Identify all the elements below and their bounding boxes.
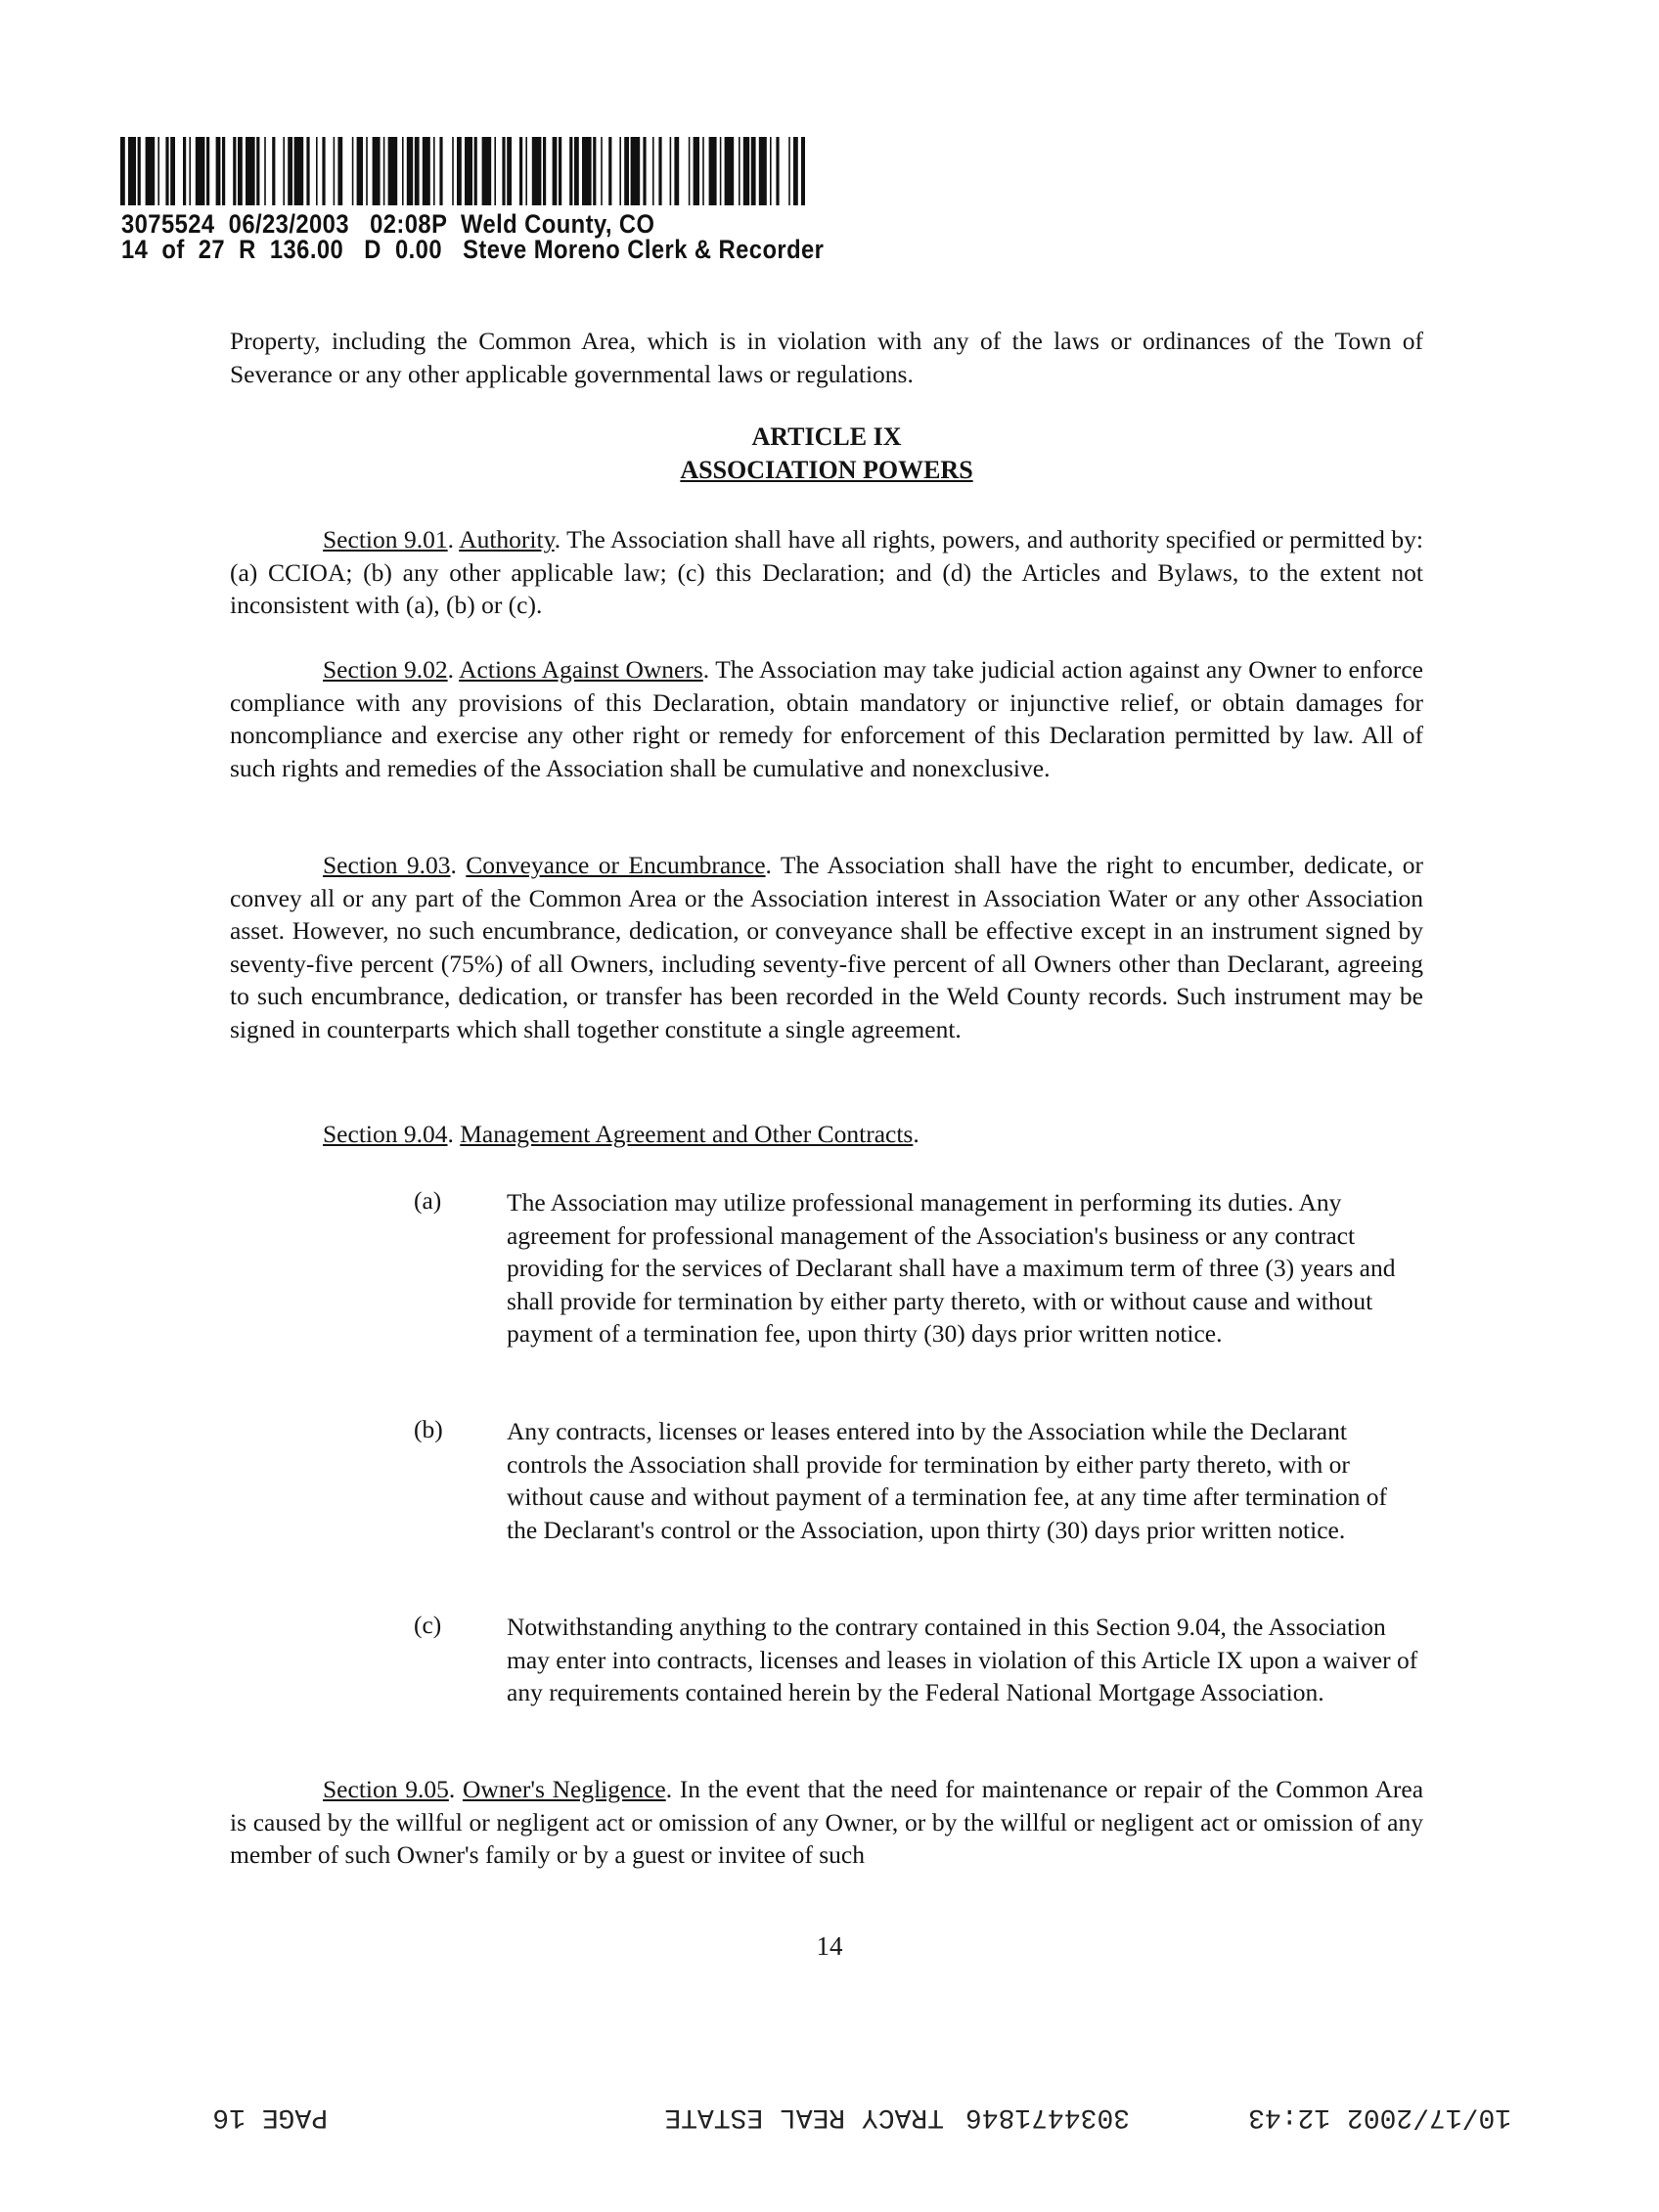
subsection-text-c: Notwithstanding anything to the contrary contained in this Section 9.04, the Association may enter into contracts, licenses and leases in violation of this Article IX upon a waiver of any requirements contained herein by the Federal National Mortgage Association. [507,1613,1418,1706]
fax-page: PAGE 16 [212,2101,328,2132]
section-body: In the event that the need for maintenance or repair of the Common Area is caused by the willful or negligent act or omission of any Owner, or by the willful or negligent act or omission of any member of such Owner's family or by a guest or invitee of such [230,1775,1424,1869]
section-body: The Association shall have all rights, powers, and authority specified or permitted by: (a) CCIOA; (b) any other applicable law; (c) this Declaration; and (d) the Articles and Bylaws, to the extent not inconsistent with (a), (b) or (c). [230,525,1424,619]
section-title: Actions Against Owners [459,655,703,684]
fax-number: 3034471846 [964,2101,1130,2132]
section-body: The Association may take judicial action against any Owner to enforce compliance with any provisions of this Declaration, obtain mandatory or injunctive relief, or obtain damages for noncompliance and exercise any other right or remedy for enforcement of this Declaration permitted by law. All of such rights and remedies of the Association shall be cumulative and nonexclusive. [230,655,1423,782]
article-heading [230,420,1423,487]
subsection-marker-b: (b) [414,1415,443,1443]
intro-paragraph: Property, including the Common Area, which is in violation with any of the laws or ordinances of the Town of Severance or any other applicable governmental laws or regulations. [230,327,1423,388]
section-9-03: Section 9.03. Conveyance or Encumbrance. The Association shall have the right to encumber, dedicate, or convey all or any part of the Common Area or the Association interest in Association Water or any other Association asset. However, no such encumbrance, dedication, or conveyance shall be effective except in an instrument signed by seventy-five percent (75%) of all Owners, including seventy-five percent of all Owners other than Declarant, agreeing to such encumbrance, dedication, or transfer has been recorded in the Weld County records. Such instrument may be signed in counterparts which shall together constitute a single agreement. [230,851,1424,1043]
subsection-marker-a: (a) [414,1186,442,1215]
fax-company: TRACY REAL ESTATE [664,2101,944,2132]
subsection-marker-c: (c) [414,1611,442,1639]
section-9-02: Section 9.02. Actions Against Owners. The Association may take judicial action against any Owner to enforce compliance with any provisions of this Declaration, obtain mandatory or injunctive relief, or obtain damages for noncompliance and exercise any other right or remedy for enforcement of this Declaration permitted by law. All of such rights and remedies of the Association shall be cumulative and nonexclusive. [230,655,1423,782]
fax-header [161,2093,1511,2132]
article-number: ARTICLE IX [751,422,902,451]
recorder-stamp-line1: 3075524 06/23/2003 02:08P Weld County, CO [121,209,655,239]
section-label: Section 9.02 [323,655,448,684]
article-title: ASSOCIATION POWERS [680,456,973,484]
section-9-05: Section 9.05. Owner's Negligence. In the event that the need for maintenance or repair of the Common Area is caused by the willful or negligent act or omission of any Owner, or by the willful or negligent act or omission of any member of such Owner's family or by a guest or invitee of such [230,1775,1424,1869]
recorder-stamp-line2: 14 of 27 R 136.00 D 0.00 Steve Moreno Clerk & Recorder [121,235,825,264]
section-label: Section 9.04 [323,1120,448,1148]
section-9-01: Section 9.01. Authority. The Association shall have all rights, powers, and authority specified or permitted by: (a) CCIOA; (b) any other applicable law; (c) this Declaration; and (d) the Articles and Bylaws, to the extent not inconsistent with (a), (b) or (c). [230,525,1424,619]
section-title: Conveyance or Encumbrance [466,851,766,879]
fax-timestamp: 10/17/2002 12:43 [1248,2101,1511,2132]
section-title: Owner's Negligence [462,1775,666,1803]
section-9-04: Section 9.04. Management Agreement and Other Contracts. [323,1120,919,1148]
section-label: Section 9.05 [323,1775,449,1803]
section-label: Section 9.01 [323,525,448,553]
recording-barcode [120,137,805,205]
page-number: 14 [816,1931,843,1961]
section-title: Authority [459,525,555,553]
subsection-text-b: Any contracts, licenses or leases entered into by the Association while the Declarant controls the Association shall provide for termination by either party thereto, with or without cause and without payment of a termination fee, at any time after termination of the Declarant's control or the Association, upon thirty (30) days prior written notice. [507,1417,1387,1544]
section-title: Management Agreement and Other Contracts [460,1120,914,1148]
section-label: Section 9.03 [323,851,451,879]
section-body: The Association shall have the right to encumber, dedicate, or convey all or any part of the Common Area or the Association interest in Association Water or any other Association asset. However, no such encumbrance, dedication, or conveyance shall be effective except in an instrument signed by seventy-five percent (75%) of all Owners, including seventy-five percent of all Owners other than Declarant, agreeing to such encumbrance, dedication, or transfer has been recorded in the Weld County records. Such instrument may be signed in counterparts which shall together constitute a single agreement. [230,851,1424,1043]
subsection-text-a: The Association may utilize professional management in performing its duties. Any agreement for professional management of the Association's business or any contract providing for the services of Declarant shall have a maximum term of three (3) years and shall provide for termination by either party thereto, with or without cause and without payment of a termination fee, upon thirty (30) days prior written notice. [507,1188,1396,1348]
